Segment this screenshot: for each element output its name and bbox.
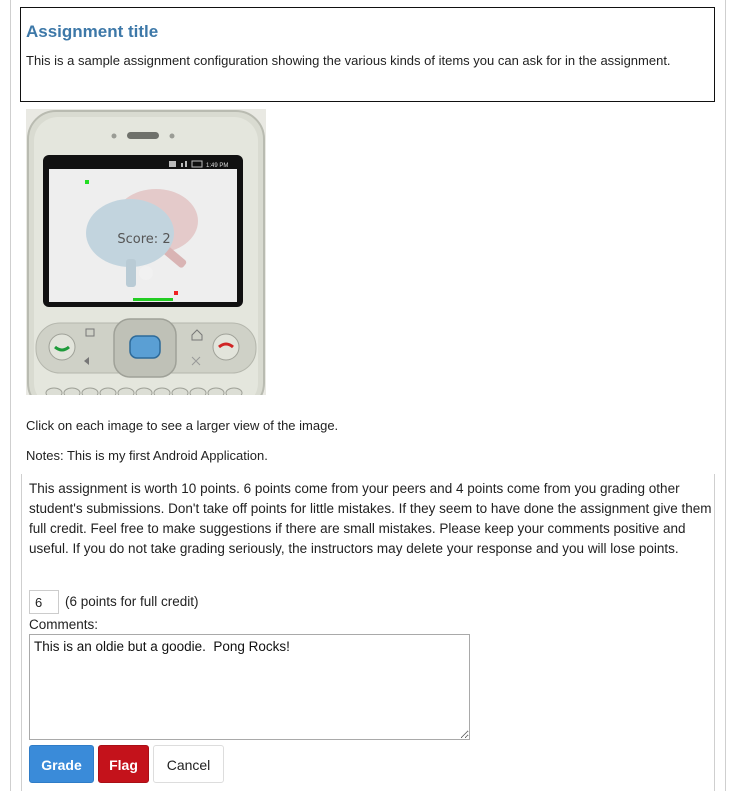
right-border <box>725 0 726 791</box>
game-score: Score: 2 <box>117 232 171 247</box>
points-hint: (6 points for full credit) <box>65 594 199 609</box>
points-input[interactable] <box>29 590 59 614</box>
submission-screenshot[interactable] <box>26 109 266 395</box>
comments-label: Comments: <box>29 617 99 632</box>
status-time: 1:49 PM <box>206 163 229 169</box>
submission-notes: Notes: This is my first Android Application. <box>26 448 268 463</box>
comments-textarea[interactable] <box>29 634 470 740</box>
image-click-hint: Click on each image to see a larger view of the image. <box>26 418 339 433</box>
flag-button[interactable]: Flag <box>98 745 149 783</box>
cancel-button[interactable]: Cancel <box>153 745 224 783</box>
assignment-header <box>20 7 715 102</box>
grading-instructions: This assignment is worth 10 points. 6 points come from your peers and 4 points come from you grading other student's submissions. Don't take off points for little mistakes. If they seem to have done the assignment give them full credit. Feel free to make suggestions if there are small mistakes. Please keep your comments positive and useful. If you do not take grading seriously, the instructors may delete your response and you will lose points. <box>29 481 712 556</box>
assignment-title: Assignment title <box>26 22 159 41</box>
assignment-description: This is a sample assignment configuration showing the various kinds of items you can ask for in the assignment. <box>26 53 671 68</box>
grade-button[interactable]: Grade <box>29 745 94 783</box>
left-border <box>10 0 11 791</box>
